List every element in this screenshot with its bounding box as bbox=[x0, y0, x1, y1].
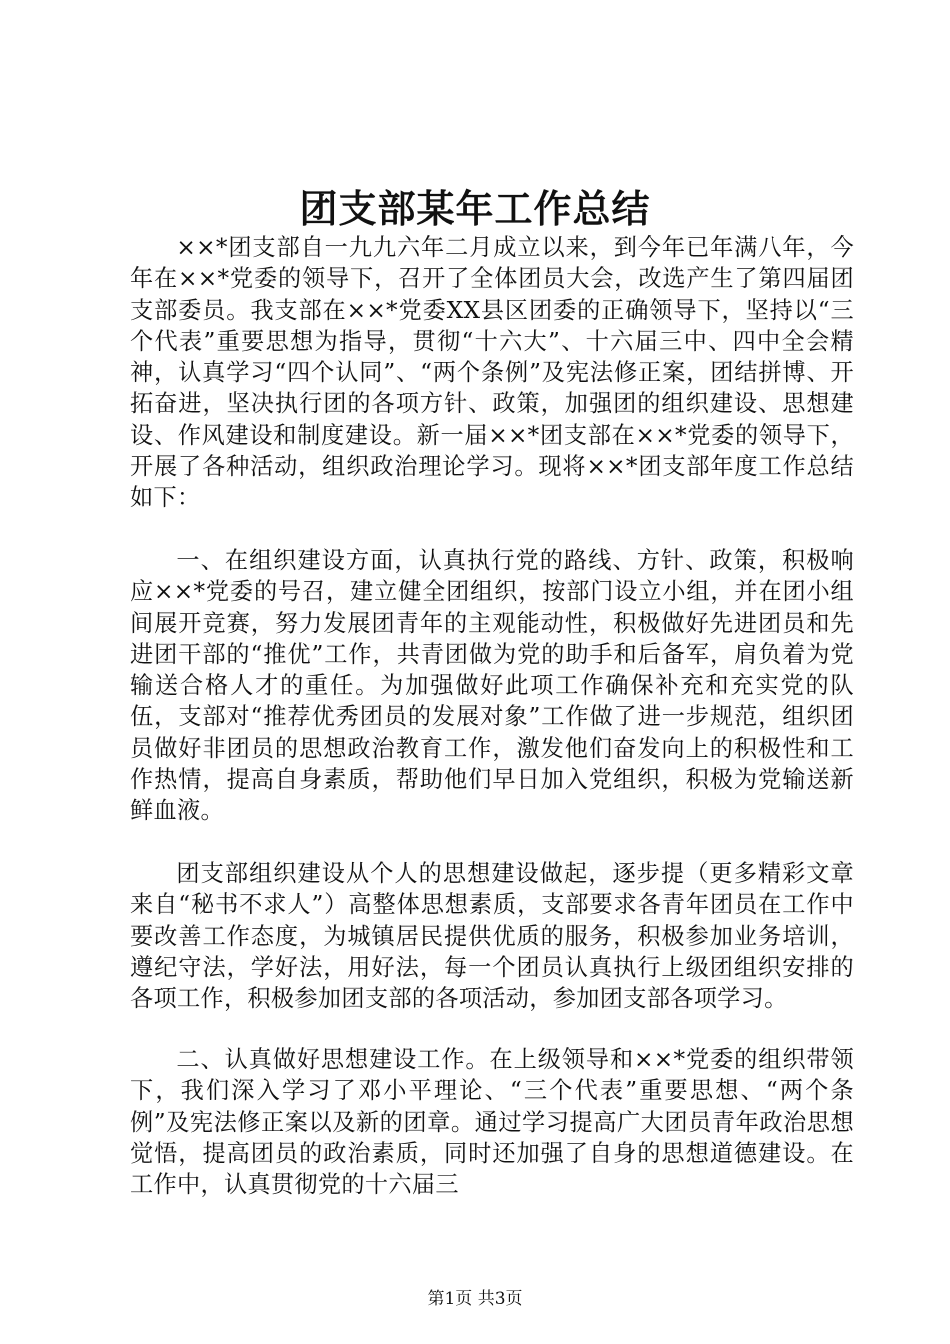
paragraph-personal-building: 团支部组织建设从个人的思想建设做起，逐步提（更多精彩文章来自“秘书不求人”）高整体思想素质，支部要求各青年团员在工作中要改善工作态度，为城镇居民提供优质的服务，积极参加业务培训，遵纪守法，学好法，用好法，每一个团员认真执行上级团组织安排的各项工作，积极参加团支部的各项活动，参加团支部各项学习。 bbox=[130, 860, 854, 1013]
paragraph-ideology: 二、认真做好思想建设工作。在上级领导和××*党委的组织带领下，我们深入学习了邓小平理论、“三个代表”重要思想、“两个条例”及宪法修正案以及新的团章。通过学习提高广大团员青年政治思想觉悟，提高团员的政治素质，同时还加强了自身的思想道德建设。在工作中，认真贯彻党的十六届三 bbox=[130, 1046, 854, 1199]
page-footer: 第1页 共3页 bbox=[427, 1289, 523, 1309]
document-title: 团支部某年工作总结 bbox=[299, 186, 651, 231]
paragraph-organization: 一、在组织建设方面，认真执行党的路线、方针、政策，积极响应××*党委的号召，建立健全团组织，按部门设立小组，并在团小组间展开竞赛，努力发展团青年的主观能动性，积极做好先进团员和先进团干部的“推优”工作，共青团做为党的助手和后备军，肩负着为党输送合格人才的重任。为加强做好此项工作确保补充和充实党的队伍，支部对“推荐优秀团员的发展对象”工作做了进一步规范，组织团员做好非团员的思想政治教育工作，激发他们奋发向上的积极性和工作热情，提高自身素质，帮助他们早日加入党组织，积极为党输送新鲜血液。 bbox=[130, 547, 854, 825]
paragraph-intro: ××*团支部自一九九六年二月成立以来，到今年已年满八年，今年在××*党委的领导下，召开了全体团员大会，改选产生了第四届团支部委员。我支部在××*党委XX县区团委的正确领导下，坚持以“三个代表”重要思想为指导，贯彻“十六大”、十六届三中、四中全会精神，认真学习“四个认同”、“两个条例”及宪法修正案，团结拼博、开拓奋进，坚决执行团的各项方针、政策，加强团的组织建设、思想建设、作风建设和制度建设。新一届××*团支部在××*党委的领导下，开展了各种活动，组织政治理论学习。现将××*团支部年度工作总结如下： bbox=[130, 234, 854, 512]
